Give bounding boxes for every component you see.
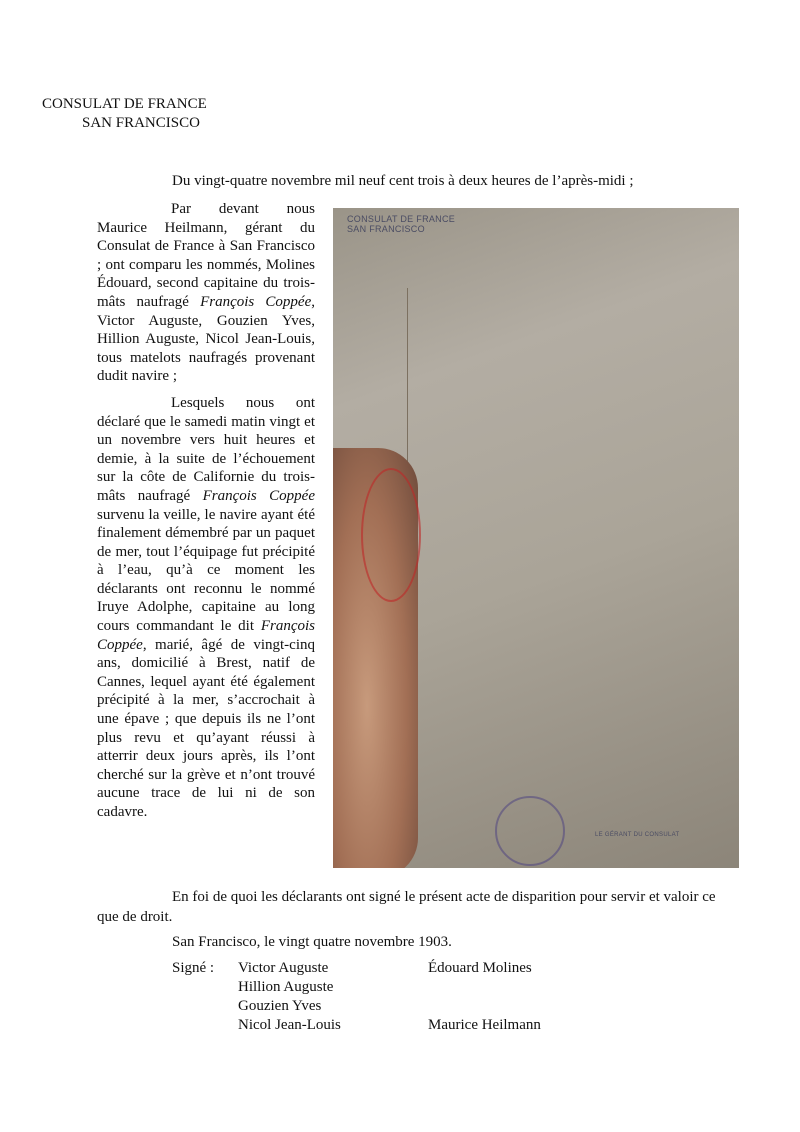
photo-letterhead <box>347 214 455 234</box>
place-date: San Francisco, le vingt quatre novembre 1903. <box>172 934 452 950</box>
original-document-photo <box>333 208 739 868</box>
ship-name: François Coppée <box>97 618 315 653</box>
paragraph-text: , Victor Auguste, Gouzien Yves, Hillion Auguste, Nicol Jean-Louis, tous matelots naufragés provenant dudit navire ; <box>97 293 315 385</box>
signature-block <box>172 959 572 1039</box>
body-column <box>97 200 315 822</box>
signatory-gerant: Maurice Heilmann <box>428 1017 541 1033</box>
signatory-name: Victor Auguste <box>238 960 329 976</box>
ship-name: François Coppée <box>202 487 315 504</box>
paragraph-text: Par devant nous Maurice Heilmann, gérant du Consulat de France à San Francisco ; ont comparu les nommés, Molines Édouard, second capitaine du trois-mâts naufragé <box>97 201 315 310</box>
paragraph-appearance <box>97 200 315 386</box>
paragraph-declaration <box>97 394 315 822</box>
signatory-name: Hillion Auguste <box>238 979 334 995</box>
signatory-captain: Édouard Molines <box>428 960 532 976</box>
consulate-seal <box>495 796 565 866</box>
paragraph-text: survenu la veille, le navire ayant été finalement démembré par un paquet de mer, tout l’équipage fut précipité à l’eau, qu’à ce moment les déclarants ont reconnu le nommé Iruye Adolphe, capitaine au long cours commandant le dit <box>97 506 315 635</box>
paragraph-text: , marié, âgé de vingt-cinq ans, domicilié à Brest, natif de Cannes, lequel ayant été également précipité à la mer, s’accrochait à une épave ; que depuis ils ne l’ont plus revu et qu’ayant réussi à atterrir deux jours après, ils l’ont cherché sur la grève et n’ont trouvé aucune trace de lui ni de son cadavre. <box>97 636 315 820</box>
red-stamp <box>361 468 421 602</box>
paragraph-text: Lesquels nous ont déclaré que le samedi matin vingt et un novembre vers huit heures et demie, à la suite de l’échouement sur la côte de Californie du trois-mâts naufragé <box>97 394 315 504</box>
photo-letterhead-line: SAN FRANCISCO <box>347 224 425 234</box>
signatory-list <box>238 959 438 1035</box>
signatory-name: Gouzien Yves <box>238 998 322 1014</box>
photo-letterhead-line: CONSULAT DE FRANCE <box>347 214 456 224</box>
signature-label: Signé : <box>172 960 215 976</box>
document-header <box>42 95 207 133</box>
signatory-name: Nicol Jean-Louis <box>238 1017 341 1033</box>
header-line-consulat: CONSULAT DE FRANCE <box>42 96 207 112</box>
photo-gerant-caption: LE GÉRANT DU CONSULAT <box>595 832 680 838</box>
closing-paragraph: En foi de quoi les déclarants ont signé le présent acte de disparition pour servir et valoir ce que de droit. <box>97 889 716 925</box>
intro-line: Du vingt-quatre novembre mil neuf cent trois à deux heures de l’après-midi ; <box>172 173 634 189</box>
ship-name: François Coppée <box>200 293 312 310</box>
header-line-city: SAN FRANCISCO <box>82 115 200 131</box>
